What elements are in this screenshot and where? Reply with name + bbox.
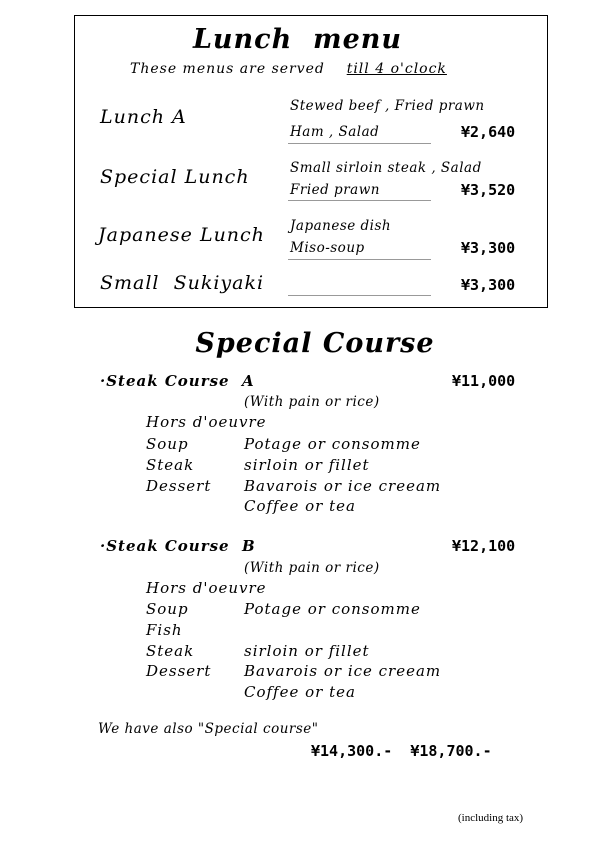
lunch-item-price: ¥3,300 [461, 276, 516, 294]
subtitle-time: till 4 o'clock [346, 61, 447, 77]
lunch-item-rule [288, 295, 431, 296]
course-row-value: Bavarois or ice creeam [244, 477, 442, 495]
lunch-item-desc-2: Miso-soup [290, 240, 365, 256]
course-price: ¥11,000 [452, 372, 516, 390]
course-row-label: Hors d'oeuvre [146, 579, 267, 597]
lunch-item-name: Small Sukiyaki [100, 272, 265, 294]
lunch-item-rule [288, 143, 431, 144]
course-row-value: Potage or consomme [244, 600, 421, 618]
course-row-label: Dessert [146, 477, 212, 495]
lunch-item-desc-1: Japanese dish [290, 218, 392, 234]
course-row-value: Coffee or tea [244, 683, 356, 701]
course-note: (With pain or rice) [244, 394, 380, 410]
course-row-label: Steak [146, 456, 195, 474]
lunch-item-name: Special Lunch [100, 166, 250, 188]
lunch-item-rule [288, 259, 431, 260]
course-row-value: sirloin or fillet [244, 456, 370, 474]
course-row-label: Steak [146, 642, 195, 660]
course-name: ·Steak Course A [100, 372, 255, 390]
special-course-prices: ¥14,300.- ¥18,700.- [311, 742, 492, 760]
course-row-value: sirloin or fillet [244, 642, 370, 660]
lunch-item-desc-1: Small sirloin steak , Salad [290, 160, 482, 176]
lunch-item-desc-1: Stewed beef , Fried prawn [290, 98, 485, 114]
course-row-label: Soup [146, 600, 189, 618]
course-row-value: Coffee or tea [244, 497, 356, 515]
subtitle-prefix: These menus are served [130, 61, 325, 77]
lunch-item-name: Lunch A [100, 106, 187, 128]
lunch-menu-title: Lunch menu [192, 24, 403, 55]
lunch-item-price: ¥2,640 [461, 123, 516, 141]
lunch-item-rule [288, 200, 431, 201]
tax-note: (including tax) [458, 812, 524, 824]
course-row-label: Hors d'oeuvre [146, 413, 267, 431]
course-price: ¥12,100 [452, 537, 516, 555]
lunch-menu-subtitle [130, 61, 447, 77]
special-course-note: We have also "Special course" [98, 721, 319, 737]
lunch-item-name: Japanese Lunch [98, 224, 265, 246]
course-row-label: Fish [146, 621, 183, 639]
course-row-label: Dessert [146, 662, 212, 680]
course-row-label: Soup [146, 435, 189, 453]
special-course-title: Special Course [195, 328, 435, 359]
lunch-item-price: ¥3,520 [461, 181, 516, 199]
lunch-item-desc-2: Ham , Salad [290, 124, 380, 140]
course-row-value: Bavarois or ice creeam [244, 662, 442, 680]
lunch-item-price: ¥3,300 [461, 239, 516, 257]
course-name: ·Steak Course B [100, 537, 256, 555]
lunch-item-desc-2: Fried prawn [290, 182, 380, 198]
course-note: (With pain or rice) [244, 560, 380, 576]
course-row-value: Potage or consomme [244, 435, 421, 453]
